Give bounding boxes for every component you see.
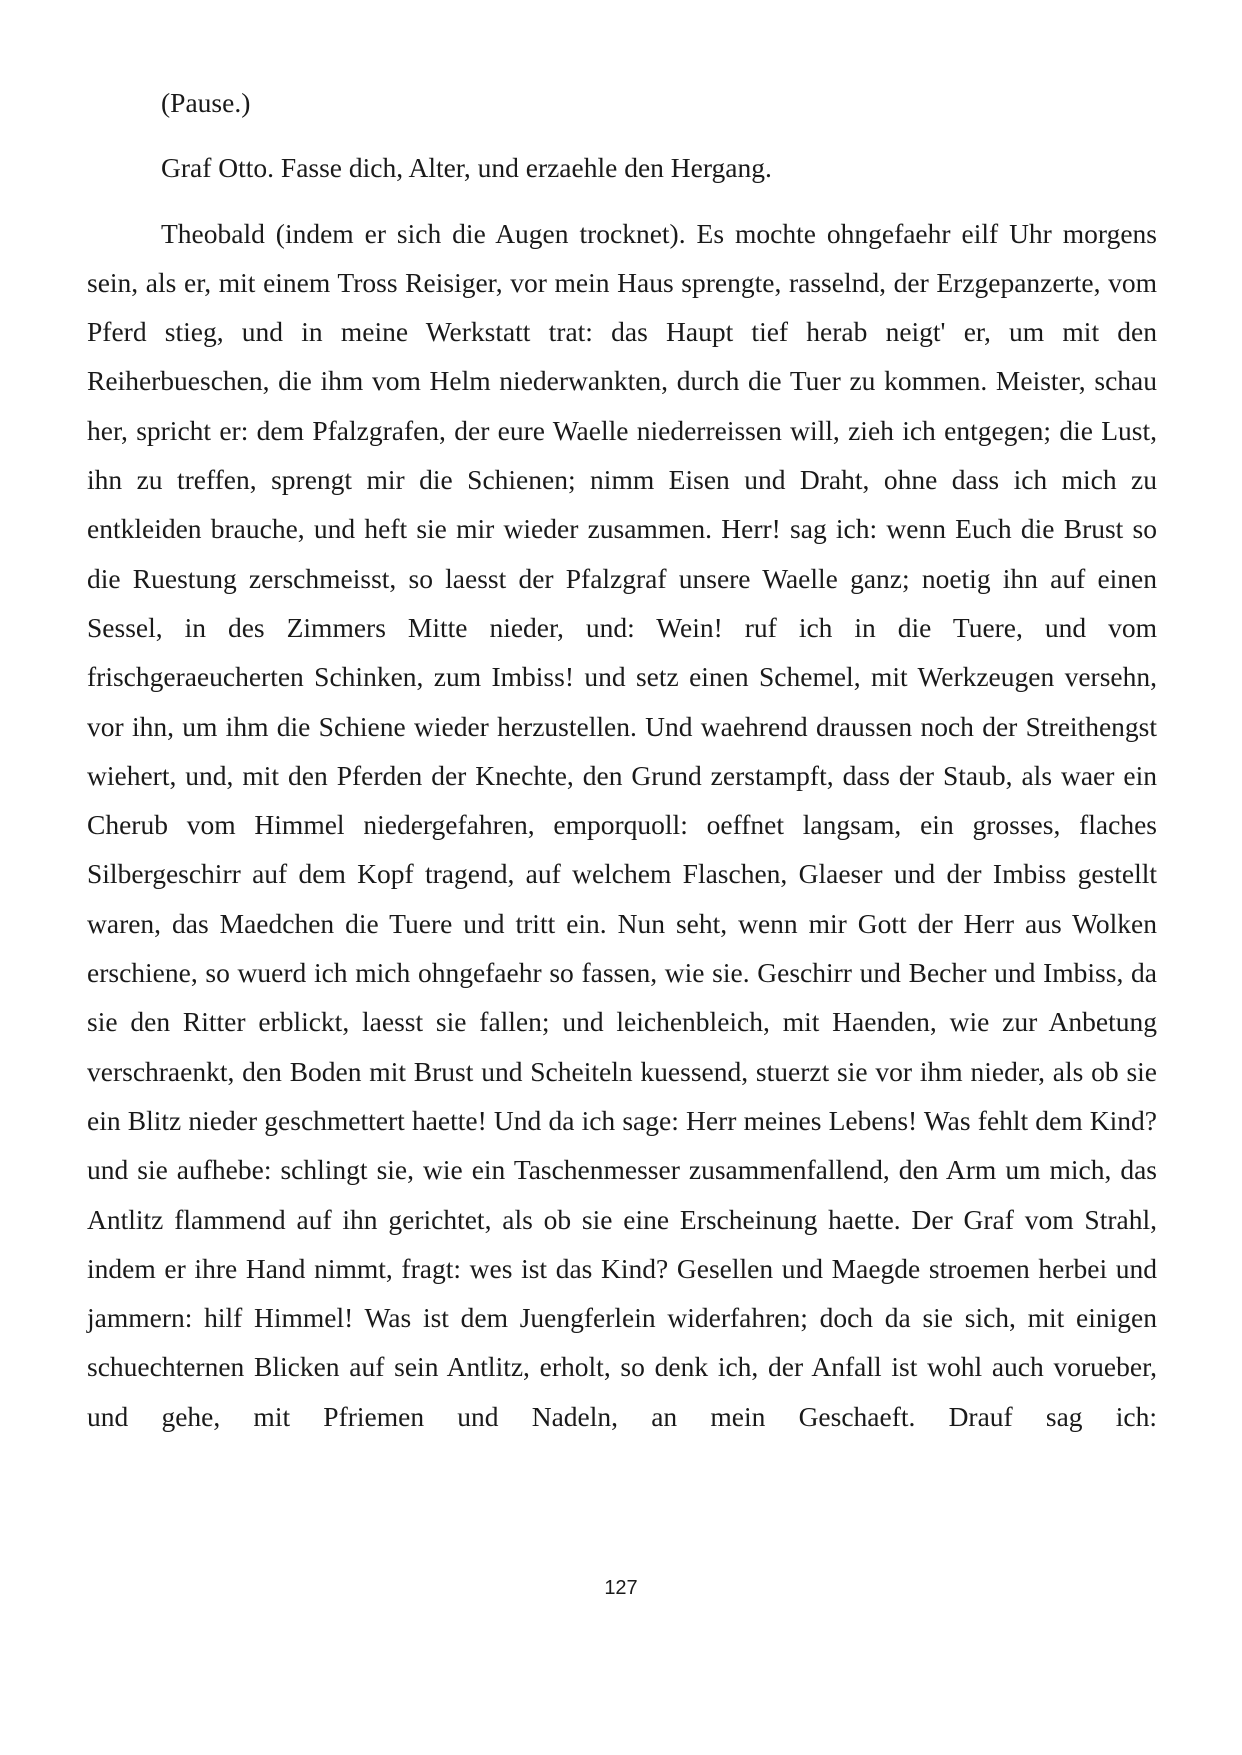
stage-direction-paragraph: (Pause.) (161, 87, 251, 118)
page-number: 127 (604, 1577, 638, 1599)
dialogue-paragraph-graf-otto: Graf Otto. Fasse dich, Alter, und erzaehle den Hergang. (161, 152, 772, 184)
dialogue-paragraph-theobald: Theobald (indem er sich die Augen trocknet). Es mochte ohngefaehr eilf Uhr morgens sein, als er, mit einem Tross Reisiger, vor mein Haus sprengte, rasselnd, der Erzgepanzerte, vom Pferd stieg, und in meine Werkstatt trat: das Haupt tief herab neigt' er, um mit den Reiherbueschen, die ihm vom Helm niederwankten, durch die Tuer zu kommen. Meister, schau her, spricht er: dem Pfalzgrafen, der eure Waelle niederreissen will, zieh ich entgegen; die Lust, ihn zu treffen, sprengt mir die Schienen; nimm Eisen und Draht, ohne dass ich mich zu entkleiden brauche, und heft sie mir wieder zusammen. Herr! sag ich: wenn Euch die Brust so die Ruestung zerschmeisst, so laesst der Pfalzgraf unsere Waelle ganz; noetig ihn auf einen Sessel, in des Zimmers Mitte nieder, und: Wein! ruf ich in die Tuere, und vom frischgeraeucherten Schinken, zum Imbiss! und setz einen Schemel, mit Werkzeugen versehn, vor ihn, um ihm die Schiene wieder herzustellen. Und waehrend draussen noch der Streithengst wiehert, und, mit den Pferden der Knechte, den Grund zerstampft, dass der Staub, als waer ein Cherub vom Himmel niedergefahren, emporquoll: oeffnet langsam, ein grosses, flaches Silbergeschirr auf dem Kopf tragend, auf welchem Flaschen, Glaeser und der Imbiss gestellt waren, das Maedchen die Tuere und tritt ein. Nun seht, wenn mir Gott der Herr aus Wolken erschiene, so wuerd ich mich ohngefaehr so fassen, wie sie. Geschirr und Becher und Imbiss, da sie den Ritter erblickt, laesst sie fallen; und leichenbleich, mit Haenden, wie zur Anbetung verschraenkt, den Boden mit Brust und Scheiteln kuessend, stuerzt sie vor ihm nieder, als ob sie ein Blitz nieder geschmettert haette! Und da ich sage: Herr meines Lebens! Was fehlt dem Kind? und sie aufhebe: schlingt sie, wie ein Taschenmesser zusammenfallend, den Arm um mich, das Antlitz flammend auf ihn gerichtet, als ob sie eine Erscheinung haette. Der Graf vom Strahl, indem er ihre Hand nimmt, fragt: wes ist das Kind? Gesellen und Maegde stroemen herbei und jammern: hilf Himmel! Was ist dem Juengferlein widerfahren; doch da sie sich, mit einigen schuechternen Blicken auf sein Antlitz, erholt, so denk ich, der Anfall ist wohl auch vorueber, und gehe, mit Pfriemen und Nadeln, an mein Geschaeft. Drauf sag ich: (87, 217, 1157, 1432)
body-text (87, 78, 1157, 1457)
